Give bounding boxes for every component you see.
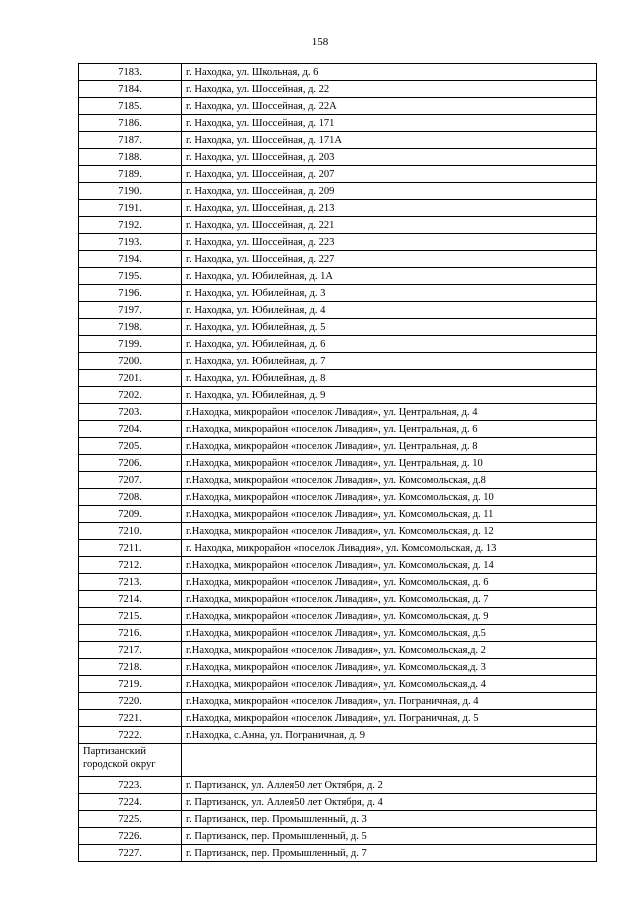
row-number: 7205.	[79, 438, 182, 455]
row-address: г. Находка, ул. Шоссейная, д. 223	[182, 234, 597, 251]
row-number: 7212.	[79, 557, 182, 574]
row-address: г. Находка, ул. Шоссейная, д. 221	[182, 217, 597, 234]
row-number: 7222.	[79, 727, 182, 744]
table-row	[79, 336, 597, 353]
row-address: г. Находка, ул. Шоссейная, д. 203	[182, 149, 597, 166]
row-number: 7184.	[79, 81, 182, 98]
row-address: г. Находка, ул. Шоссейная, д. 213	[182, 200, 597, 217]
table-row	[79, 387, 597, 404]
row-number: 7219.	[79, 676, 182, 693]
row-number: 7227.	[79, 845, 182, 862]
table-row	[79, 251, 597, 268]
row-address: г.Находка, микрорайон «поселок Ливадия», ул. Центральная, д. 10	[182, 455, 597, 472]
row-number: 7208.	[79, 489, 182, 506]
table-row	[79, 676, 597, 693]
row-address: г.Находка, микрорайон «поселок Ливадия», ул. Комсомольская, д. 9	[182, 608, 597, 625]
table-row	[79, 777, 597, 794]
table-row	[79, 64, 597, 81]
row-address: г.Находка, микрорайон «поселок Ливадия», ул. Пограничная, д. 5	[182, 710, 597, 727]
row-number: 7223.	[79, 777, 182, 794]
row-number: 7191.	[79, 200, 182, 217]
table-row	[79, 710, 597, 727]
row-number: 7202.	[79, 387, 182, 404]
table-row	[79, 81, 597, 98]
table-row	[79, 845, 597, 862]
table-row	[79, 811, 597, 828]
row-number: 7213.	[79, 574, 182, 591]
table-row	[79, 217, 597, 234]
row-address: г.Находка, микрорайон «поселок Ливадия», ул. Комсомольская,д. 3	[182, 659, 597, 676]
table-row	[79, 370, 597, 387]
row-address: г.Находка, с.Анна, ул. Пограничная, д. 9	[182, 727, 597, 744]
row-address: г.Находка, микрорайон «поселок Ливадия», ул. Комсомольская, д. 10	[182, 489, 597, 506]
table-row	[79, 149, 597, 166]
row-number: 7203.	[79, 404, 182, 421]
table-row	[79, 438, 597, 455]
row-address: г.Находка, микрорайон «поселок Ливадия», ул. Центральная, д. 6	[182, 421, 597, 438]
row-address: г. Находка, ул. Юбилейная, д. 9	[182, 387, 597, 404]
row-address: г. Партизанск, пер. Промышленный, д. 3	[182, 811, 597, 828]
table-row	[79, 591, 597, 608]
row-address: г.Находка, микрорайон «поселок Ливадия», ул. Комсомольская, д. 6	[182, 574, 597, 591]
row-number: 7199.	[79, 336, 182, 353]
row-number: 7192.	[79, 217, 182, 234]
row-number: 7216.	[79, 625, 182, 642]
row-address: г. Находка, ул. Шоссейная, д. 209	[182, 183, 597, 200]
address-table-body	[79, 64, 597, 862]
table-row	[79, 319, 597, 336]
row-number: 7198.	[79, 319, 182, 336]
table-row	[79, 166, 597, 183]
row-number: 7210.	[79, 523, 182, 540]
row-address: г. Находка, ул. Шоссейная, д. 22А	[182, 98, 597, 115]
table-row	[79, 234, 597, 251]
table-row	[79, 574, 597, 591]
row-number: 7211.	[79, 540, 182, 557]
table-row	[79, 659, 597, 676]
row-number: 7224.	[79, 794, 182, 811]
row-number: 7206.	[79, 455, 182, 472]
row-address: г. Находка, ул. Шоссейная, д. 171А	[182, 132, 597, 149]
row-address: г. Находка, ул. Юбилейная, д. 1А	[182, 268, 597, 285]
row-address: г.Находка, микрорайон «поселок Ливадия», ул. Комсомольская, д.5	[182, 625, 597, 642]
row-address: г.Находка, микрорайон «поселок Ливадия», ул. Центральная, д. 8	[182, 438, 597, 455]
table-row	[79, 98, 597, 115]
row-number: 7195.	[79, 268, 182, 285]
section-header-row	[79, 744, 597, 777]
row-address: г. Партизанск, пер. Промышленный, д. 7	[182, 845, 597, 862]
row-number: 7185.	[79, 98, 182, 115]
row-number: 7190.	[79, 183, 182, 200]
row-number: 7214.	[79, 591, 182, 608]
row-address: г. Находка, ул. Юбилейная, д. 8	[182, 370, 597, 387]
row-address: г. Находка, ул. Юбилейная, д. 6	[182, 336, 597, 353]
table-row	[79, 421, 597, 438]
table-row	[79, 200, 597, 217]
row-number: 7183.	[79, 64, 182, 81]
row-address: г.Находка, микрорайон «поселок Ливадия», ул. Комсомольская, д. 7	[182, 591, 597, 608]
row-address: г. Находка, ул. Юбилейная, д. 7	[182, 353, 597, 370]
row-address: г. Находка, ул. Юбилейная, д. 4	[182, 302, 597, 319]
row-number: 7188.	[79, 149, 182, 166]
row-number: 7204.	[79, 421, 182, 438]
row-number: 7201.	[79, 370, 182, 387]
section-header-label: Партизанский городской округ	[79, 744, 182, 777]
row-number: 7197.	[79, 302, 182, 319]
table-row	[79, 608, 597, 625]
row-address: г. Находка, ул. Шоссейная, д. 171	[182, 115, 597, 132]
table-row	[79, 404, 597, 421]
table-row	[79, 540, 597, 557]
table-row	[79, 727, 597, 744]
row-number: 7196.	[79, 285, 182, 302]
table-row	[79, 132, 597, 149]
table-row	[79, 353, 597, 370]
row-address: г. Находка, ул. Шоссейная, д. 207	[182, 166, 597, 183]
table-row	[79, 523, 597, 540]
row-address: г. Находка, ул. Шоссейная, д. 22	[182, 81, 597, 98]
section-header-empty-cell	[182, 744, 597, 777]
row-address: г. Партизанск, ул. Аллея50 лет Октября, д. 4	[182, 794, 597, 811]
row-address: г.Находка, микрорайон «поселок Ливадия», ул. Центральная, д. 4	[182, 404, 597, 421]
table-row	[79, 183, 597, 200]
row-number: 7186.	[79, 115, 182, 132]
row-address: г.Находка, микрорайон «поселок Ливадия», ул. Комсомольская,д. 2	[182, 642, 597, 659]
row-address: г.Находка, микрорайон «поселок Ливадия», ул. Комсомольская,д. 4	[182, 676, 597, 693]
row-number: 7189.	[79, 166, 182, 183]
row-address: г. Партизанск, ул. Аллея50 лет Октября, д. 2	[182, 777, 597, 794]
row-address: г. Находка, ул. Шоссейная, д. 227	[182, 251, 597, 268]
row-number: 7217.	[79, 642, 182, 659]
row-address: г. Находка, ул. Юбилейная, д. 3	[182, 285, 597, 302]
table-row	[79, 557, 597, 574]
table-row	[79, 828, 597, 845]
table-row	[79, 625, 597, 642]
table-row	[79, 506, 597, 523]
row-number: 7209.	[79, 506, 182, 523]
table-row	[79, 693, 597, 710]
table-row	[79, 268, 597, 285]
row-number: 7194.	[79, 251, 182, 268]
row-number: 7200.	[79, 353, 182, 370]
row-number: 7225.	[79, 811, 182, 828]
address-table	[78, 63, 597, 862]
row-number: 7221.	[79, 710, 182, 727]
table-row	[79, 489, 597, 506]
table-row	[79, 285, 597, 302]
row-number: 7226.	[79, 828, 182, 845]
row-address: г. Находка, ул. Юбилейная, д. 5	[182, 319, 597, 336]
row-address: г. Находка, микрорайон «поселок Ливадия», ул. Комсомольская, д. 13	[182, 540, 597, 557]
row-number: 7193.	[79, 234, 182, 251]
table-row	[79, 472, 597, 489]
table-row	[79, 115, 597, 132]
row-number: 7187.	[79, 132, 182, 149]
table-row	[79, 455, 597, 472]
row-address: г.Находка, микрорайон «поселок Ливадия», ул. Комсомольская, д. 12	[182, 523, 597, 540]
row-address: г.Находка, микрорайон «поселок Ливадия», ул. Комсомольская, д. 11	[182, 506, 597, 523]
table-row	[79, 642, 597, 659]
row-address: г.Находка, микрорайон «поселок Ливадия», ул. Пограничная, д. 4	[182, 693, 597, 710]
row-number: 7215.	[79, 608, 182, 625]
row-number: 7207.	[79, 472, 182, 489]
page-number: 158	[311, 36, 329, 48]
row-address: г. Партизанск, пер. Промышленный, д. 5	[182, 828, 597, 845]
row-number: 7218.	[79, 659, 182, 676]
row-address: г. Находка, ул. Школьная, д. 6	[182, 64, 597, 81]
table-row	[79, 302, 597, 319]
row-address: г.Находка, микрорайон «поселок Ливадия», ул. Комсомольская, д.8	[182, 472, 597, 489]
row-number: 7220.	[79, 693, 182, 710]
table-row	[79, 794, 597, 811]
row-address: г.Находка, микрорайон «поселок Ливадия», ул. Комсомольская, д. 14	[182, 557, 597, 574]
